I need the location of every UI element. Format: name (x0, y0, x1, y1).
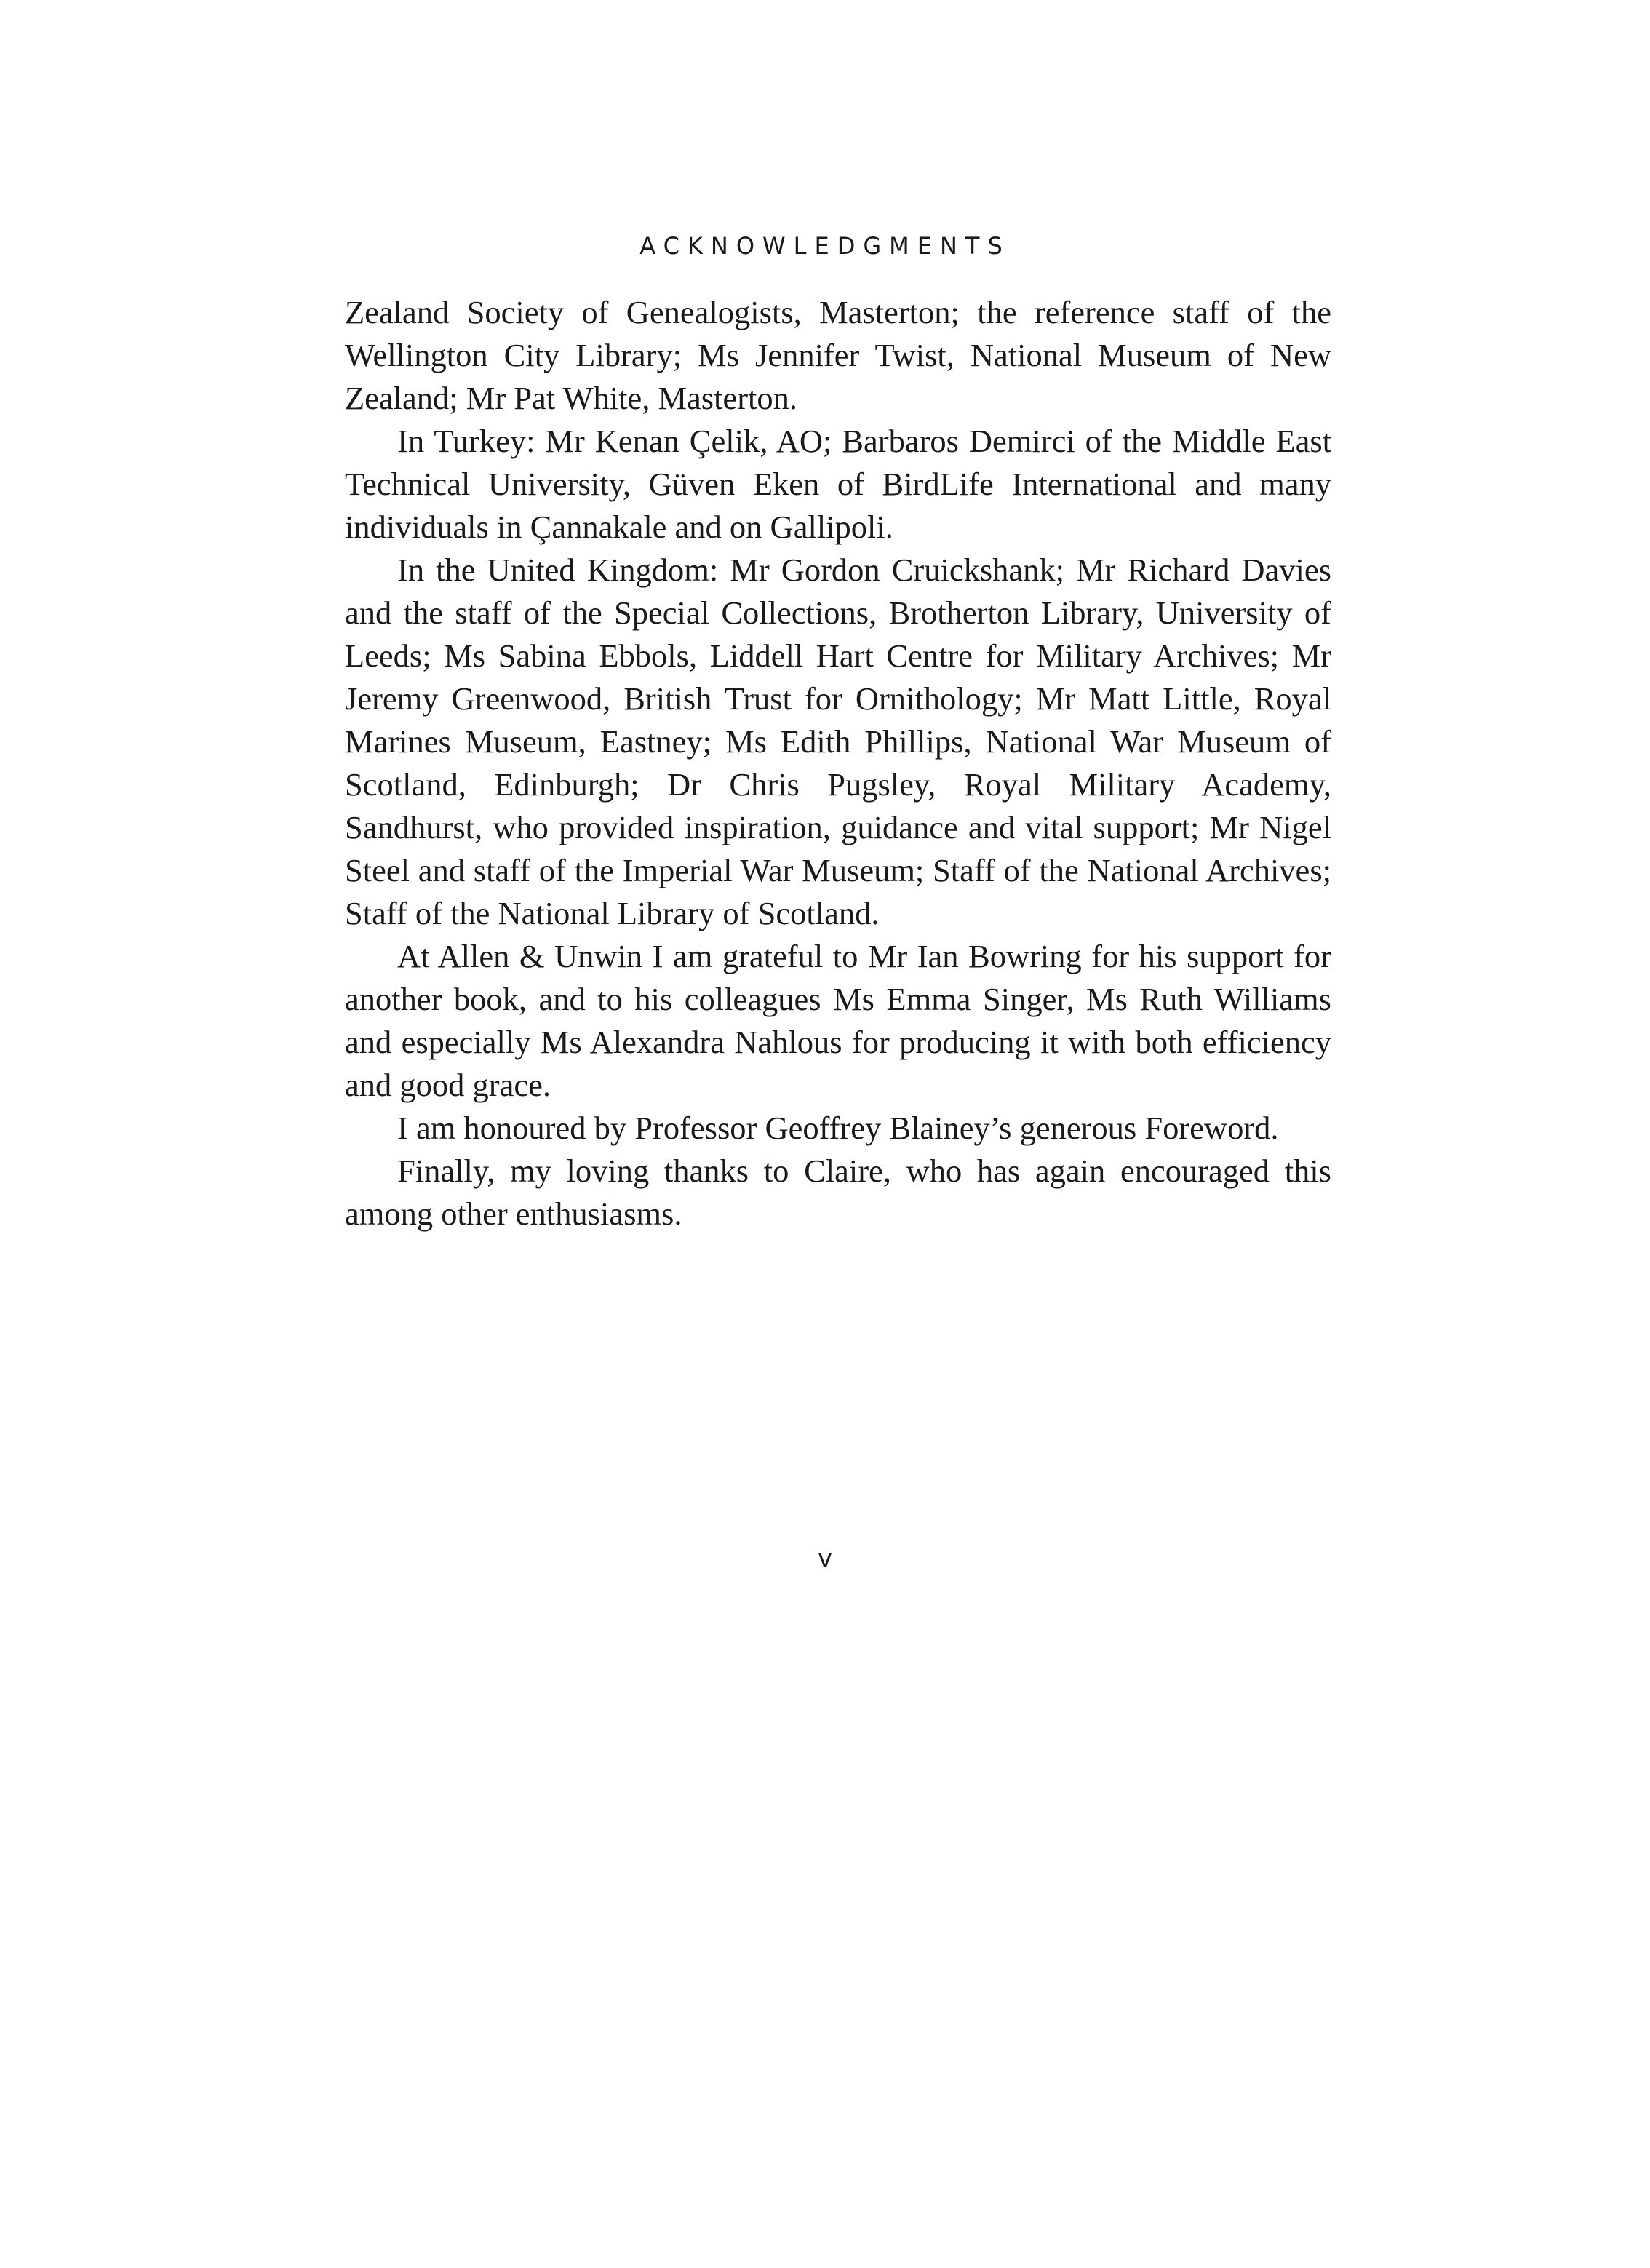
paragraph-continued: Zealand Society of Genealogists, Masterton; the reference staff of the Wellington City Library; Ms Jennifer Twist, National Museum of New Zealand; Mr Pat White, Masterton. (345, 294, 1331, 416)
running-head: ACKNOWLEDGMENTS (639, 232, 1011, 260)
paragraph-turkey: In Turkey: Mr Kenan Çelik, AO; Barbaros Demirci of the Middle East Technical University, Güven Eken of BirdLife International and many individuals in Çannakale and on Gallipoli. (345, 423, 1331, 545)
page-number: v (817, 1544, 833, 1573)
paragraph-publisher: At Allen & Unwin I am grateful to Mr Ian Bowring for his support for another book, and to his colleagues Ms Emma Singer, Ms Ruth Williams and especially Ms Alexandra Nahlous for producing it with both efficiency and good grace. (345, 938, 1331, 1103)
paragraph-foreword: I am honoured by Professor Geoffrey Blainey’s generous Foreword. (397, 1110, 1279, 1146)
body-text (345, 291, 1331, 1236)
paragraph-united-kingdom: In the United Kingdom: Mr Gordon Cruickshank; Mr Richard Davies and the staff of the Special Collections, Brotherton Library, University of Leeds; Ms Sabina Ebbols, Liddell Hart Centre for Military Archives; Mr Jeremy Greenwood, British Trust for Ornithology; Mr Matt Little, Royal Marines Museum, Eastney; Ms Edith Phillips, National War Museum of Scotland, Edinburgh; Dr Chris Pugsley, Royal Military Academy, Sandhurst, who provided inspiration, guidance and vital support; Mr Nigel Steel and staff of the Imperial War Museum; Staff of the National Archives; Staff of the National Library of Scotland. (345, 552, 1331, 931)
paragraph-final-thanks: Finally, my loving thanks to Claire, who has again encouraged this among other enthusiasms. (345, 1153, 1331, 1232)
